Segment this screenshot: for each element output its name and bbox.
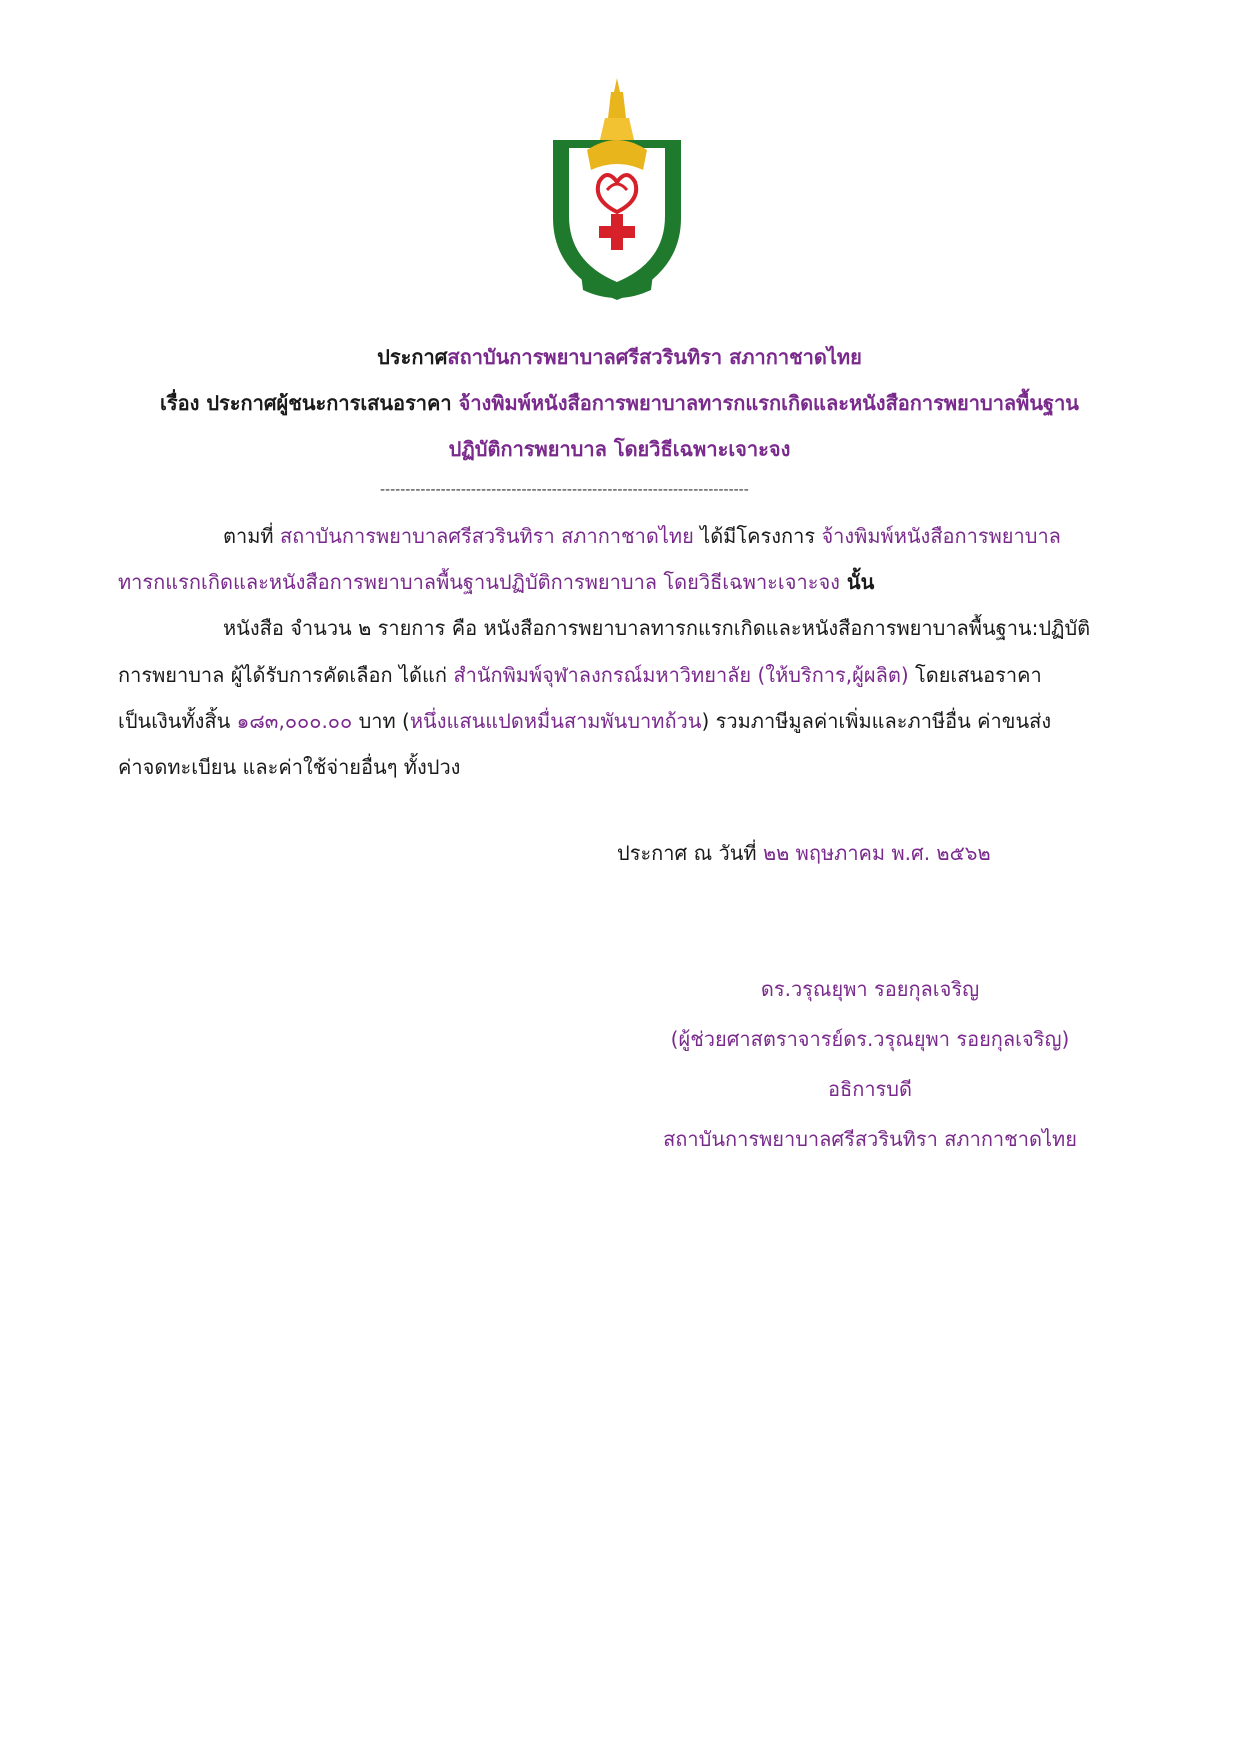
paragraph-2-line-3: เป็นเงินทั้งสิ้น ๑๘๓,๐๐๐.๐๐ บาท (หนึ่งแสนแปดหมื่นสามพันบาทถ้วน) รวมภาษีมูลค่าเพิ่มและภาษีอื่น ค่าขนส่ง — [118, 709, 1052, 733]
announcement-date: ประกาศ ณ วันที่ ๒๒ พฤษภาคม พ.ศ. ๒๕๖๒ — [617, 841, 991, 865]
paragraph-1-line-2: ทารกแรกเกิดและหนังสือการพยาบาลพื้นฐานปฏิบัติการพยาบาล โดยวิธีเฉพาะเจาะจง นั้น — [118, 570, 875, 594]
signatory-position: อธิการบดี — [828, 1077, 912, 1101]
signatory-full-name: (ผู้ช่วยศาสตราจารย์ดร.วรุณยุพา รอยกุลเจริญ) — [670, 1027, 1070, 1051]
announcement-title-line-3: ปฏิบัติการพยาบาล โดยวิธีเฉพาะเจาะจง — [448, 437, 791, 461]
institution-logo-seal — [551, 78, 683, 302]
announcement-title-line-1: ประกาศสถาบันการพยาบาลศรีสวรินทิรา สภากาชาดไทย — [377, 345, 862, 369]
paragraph-2-line-1: หนังสือ จำนวน ๒ รายการ คือ หนังสือการพยาบาลทารกแรกเกิดและหนังสือการพยาบาลพื้นฐาน:ปฏิบัติ — [223, 616, 1091, 640]
signatory-organization: สถาบันการพยาบาลศรีสวรินทิรา สภากาชาดไทย — [663, 1127, 1077, 1151]
signatory-name: ดร.วรุณยุพา รอยกุลเจริญ — [760, 977, 980, 1001]
separator-line: ------------------------------------------------------------------------- — [380, 482, 749, 498]
paragraph-2-line-4: ค่าจดทะเบียน และค่าใช้จ่ายอื่นๆ ทั้งปวง — [118, 755, 461, 779]
paragraph-2-line-2: การพยาบาล ผู้ได้รับการคัดเลือก ได้แก่ สำนักพิมพ์จุฬาลงกรณ์มหาวิทยาลัย (ให้บริการ,ผู้ผลิต) โดยเสนอราคา — [118, 663, 1042, 687]
announcement-title-line-2: เรื่อง ประกาศผู้ชนะการเสนอราคา จ้างพิมพ์หนังสือการพยาบาลทารกแรกเกิดและหนังสือการพยาบาลพื้นฐาน — [160, 391, 1079, 415]
paragraph-1-line-1: ตามที่ สถาบันการพยาบาลศรีสวรินทิรา สภากาชาดไทย ได้มีโครงการ จ้างพิมพ์หนังสือการพยาบาล — [223, 524, 1061, 548]
